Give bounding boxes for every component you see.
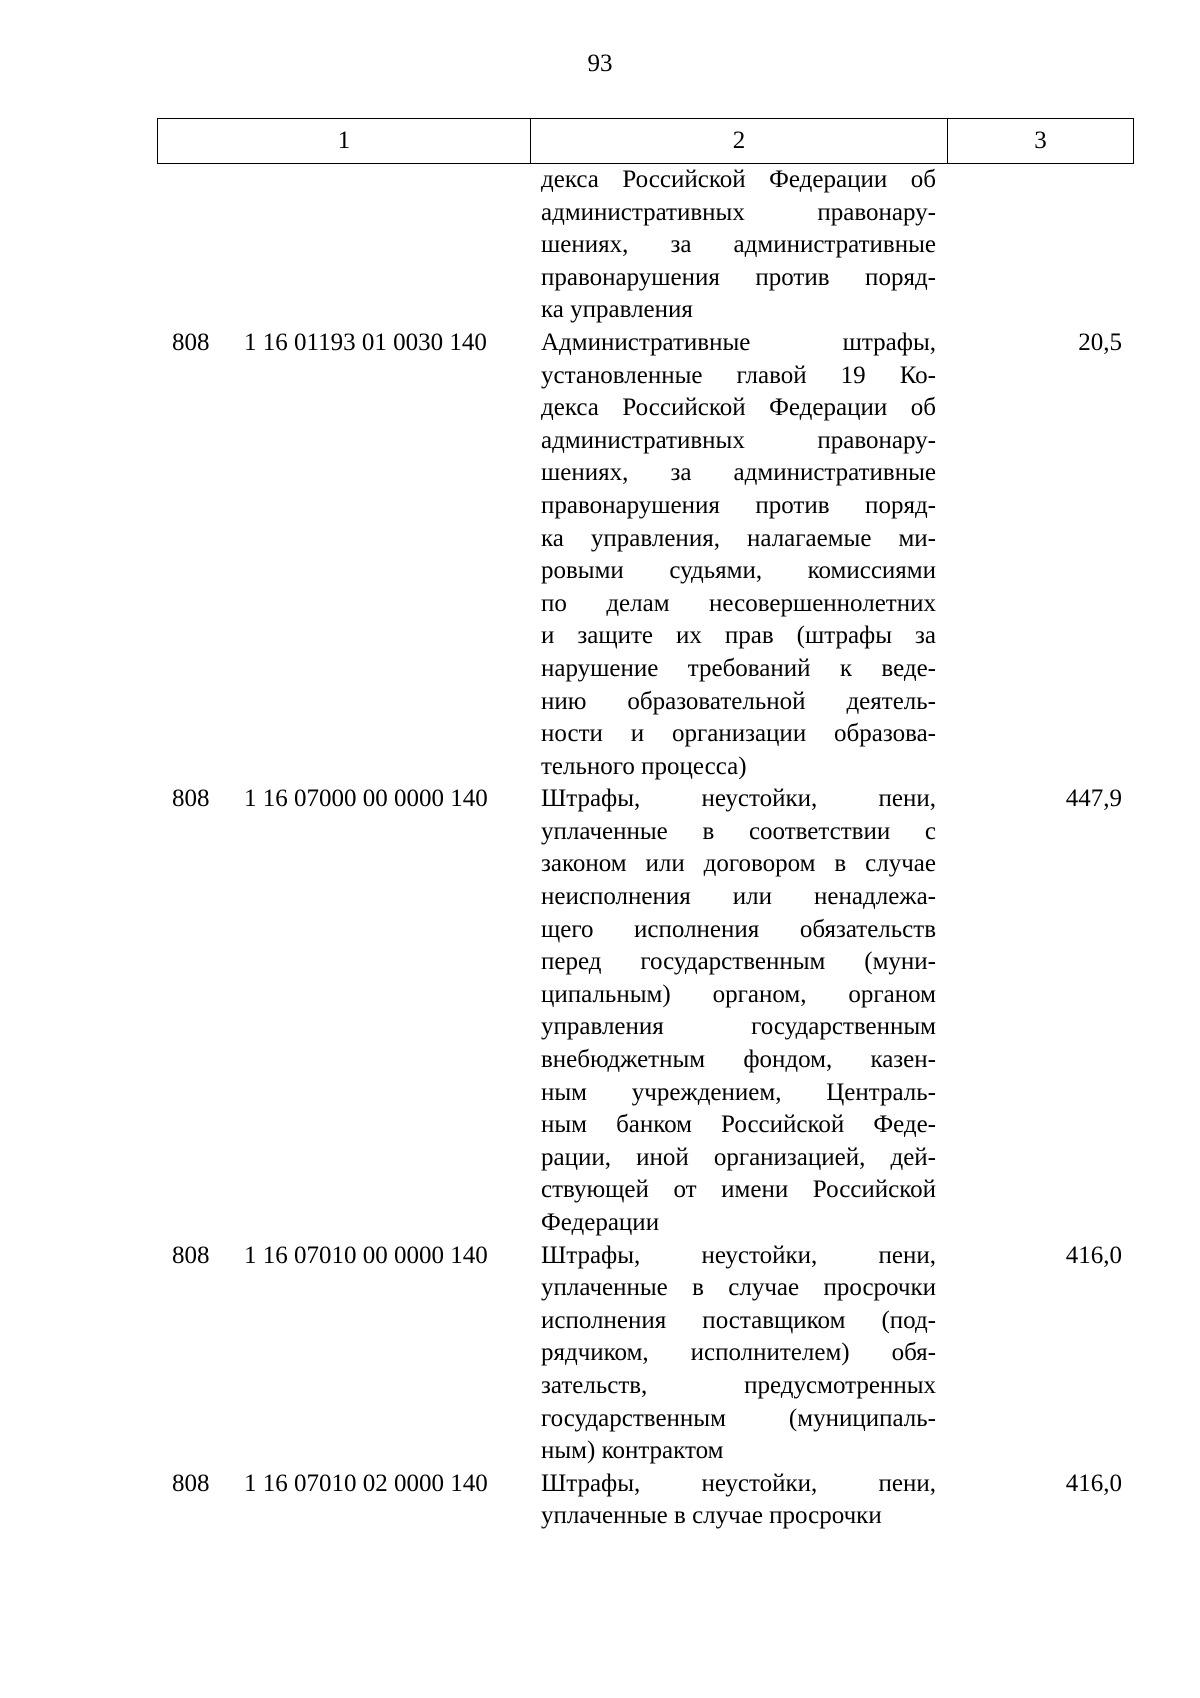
description-line: ным) контрактом [541,1437,724,1465]
description-line: уплаченные в соответствии с [541,817,936,845]
description-line: нарушение требований к веде- [541,654,936,682]
description-line: Федерации [541,1209,660,1236]
description-line: рации, иной организацией, дей- [541,1143,936,1171]
column-header-2: 2 [531,119,948,163]
description-line: Штрафы, неустойки, пени, [541,785,936,813]
description [541,1240,936,1468]
description-line: административных правонару- [541,426,936,454]
description-line: ности и организации образова- [541,720,936,748]
description-line: и защите их прав (штрафы за [541,622,936,650]
column-header-3: 3 [1034,127,1047,154]
description-line: административных правонару- [541,198,936,226]
description-line: уплаченные в случае просрочки [541,1274,936,1302]
table-header [157,118,1134,164]
description-line: неисполнения или ненадлежа- [541,883,936,911]
description-line: уплаченные в случае просрочки [541,1502,882,1530]
description-line: правонарушения против поряд- [541,491,936,519]
description [541,327,936,783]
description-line: Штрафы, неустойки, пени, [541,1241,936,1269]
admin-code: 808 [172,785,210,813]
table-row [0,327,1200,783]
description [541,164,936,327]
description-line: Административные штрафы, [541,328,936,356]
description-line: ка управления [541,296,693,324]
amount: 20,5 [1078,328,1122,356]
description-line: внебюджетным фондом, казен- [541,1046,936,1074]
description-line: шениях, за административные [541,459,936,487]
description-line: рядчиком, исполнителем) обя- [541,1339,936,1367]
description-line: государственным (муниципаль- [541,1404,936,1432]
admin-code: 808 [172,1469,210,1497]
description-line: декса Российской Федерации об [541,394,936,422]
table-row [0,783,1200,1239]
budget-classification-code: 1 16 07010 02 0000 140 [244,1469,488,1497]
description-line: ным учреждением, Централь- [541,1078,936,1106]
description [541,1468,936,1533]
admin-code: 808 [172,1241,210,1269]
description-line: управления государственным [541,1013,936,1041]
page-number: 93 [587,50,613,77]
table-row [0,164,1200,327]
description-line: шениях, за административные [541,231,936,259]
description-line: ципальным) органом, органом [541,980,936,1008]
table-row [0,1240,1200,1468]
description-line: установленные главой 19 Ко- [541,361,936,389]
amount: 416,0 [1065,1241,1122,1269]
budget-classification-code: 1 16 07010 00 0000 140 [244,1241,488,1269]
description-line: Штрафы, неустойки, пени, [541,1469,936,1497]
admin-code: 808 [172,328,210,356]
description-line: щего исполнения обязательств [541,915,936,943]
description-line: ка управления, налагаемые ми- [541,524,936,552]
description-line: декса Российской Федерации об [541,166,936,193]
table-body [0,164,1200,1533]
description-line: тельного процесса) [541,752,747,780]
amount: 447,9 [1065,785,1122,813]
description-line: зательств, предусмотренных [541,1371,936,1399]
description-line: законом или договором в случае [541,850,936,878]
description-line: по делам несовершеннолетних [541,589,936,617]
description [541,783,936,1239]
description-line: исполнения поставщиком (под- [541,1306,936,1334]
description-line: перед государственным (муни- [541,948,936,976]
description-line: ровыми судьями, комиссиями [541,557,936,585]
column-header-1: 1 [158,119,531,163]
description-line: правонарушения против поряд- [541,263,936,291]
description-line: ствующей от имени Российской [541,1176,936,1204]
description-line: ным банком Российской Феде- [541,1111,936,1139]
budget-classification-code: 1 16 07000 00 0000 140 [244,785,488,813]
description-line: нию образовательной деятель- [541,687,936,715]
budget-classification-code: 1 16 01193 01 0030 140 [244,328,487,356]
amount: 416,0 [1065,1469,1122,1497]
table-row [0,1468,1200,1533]
